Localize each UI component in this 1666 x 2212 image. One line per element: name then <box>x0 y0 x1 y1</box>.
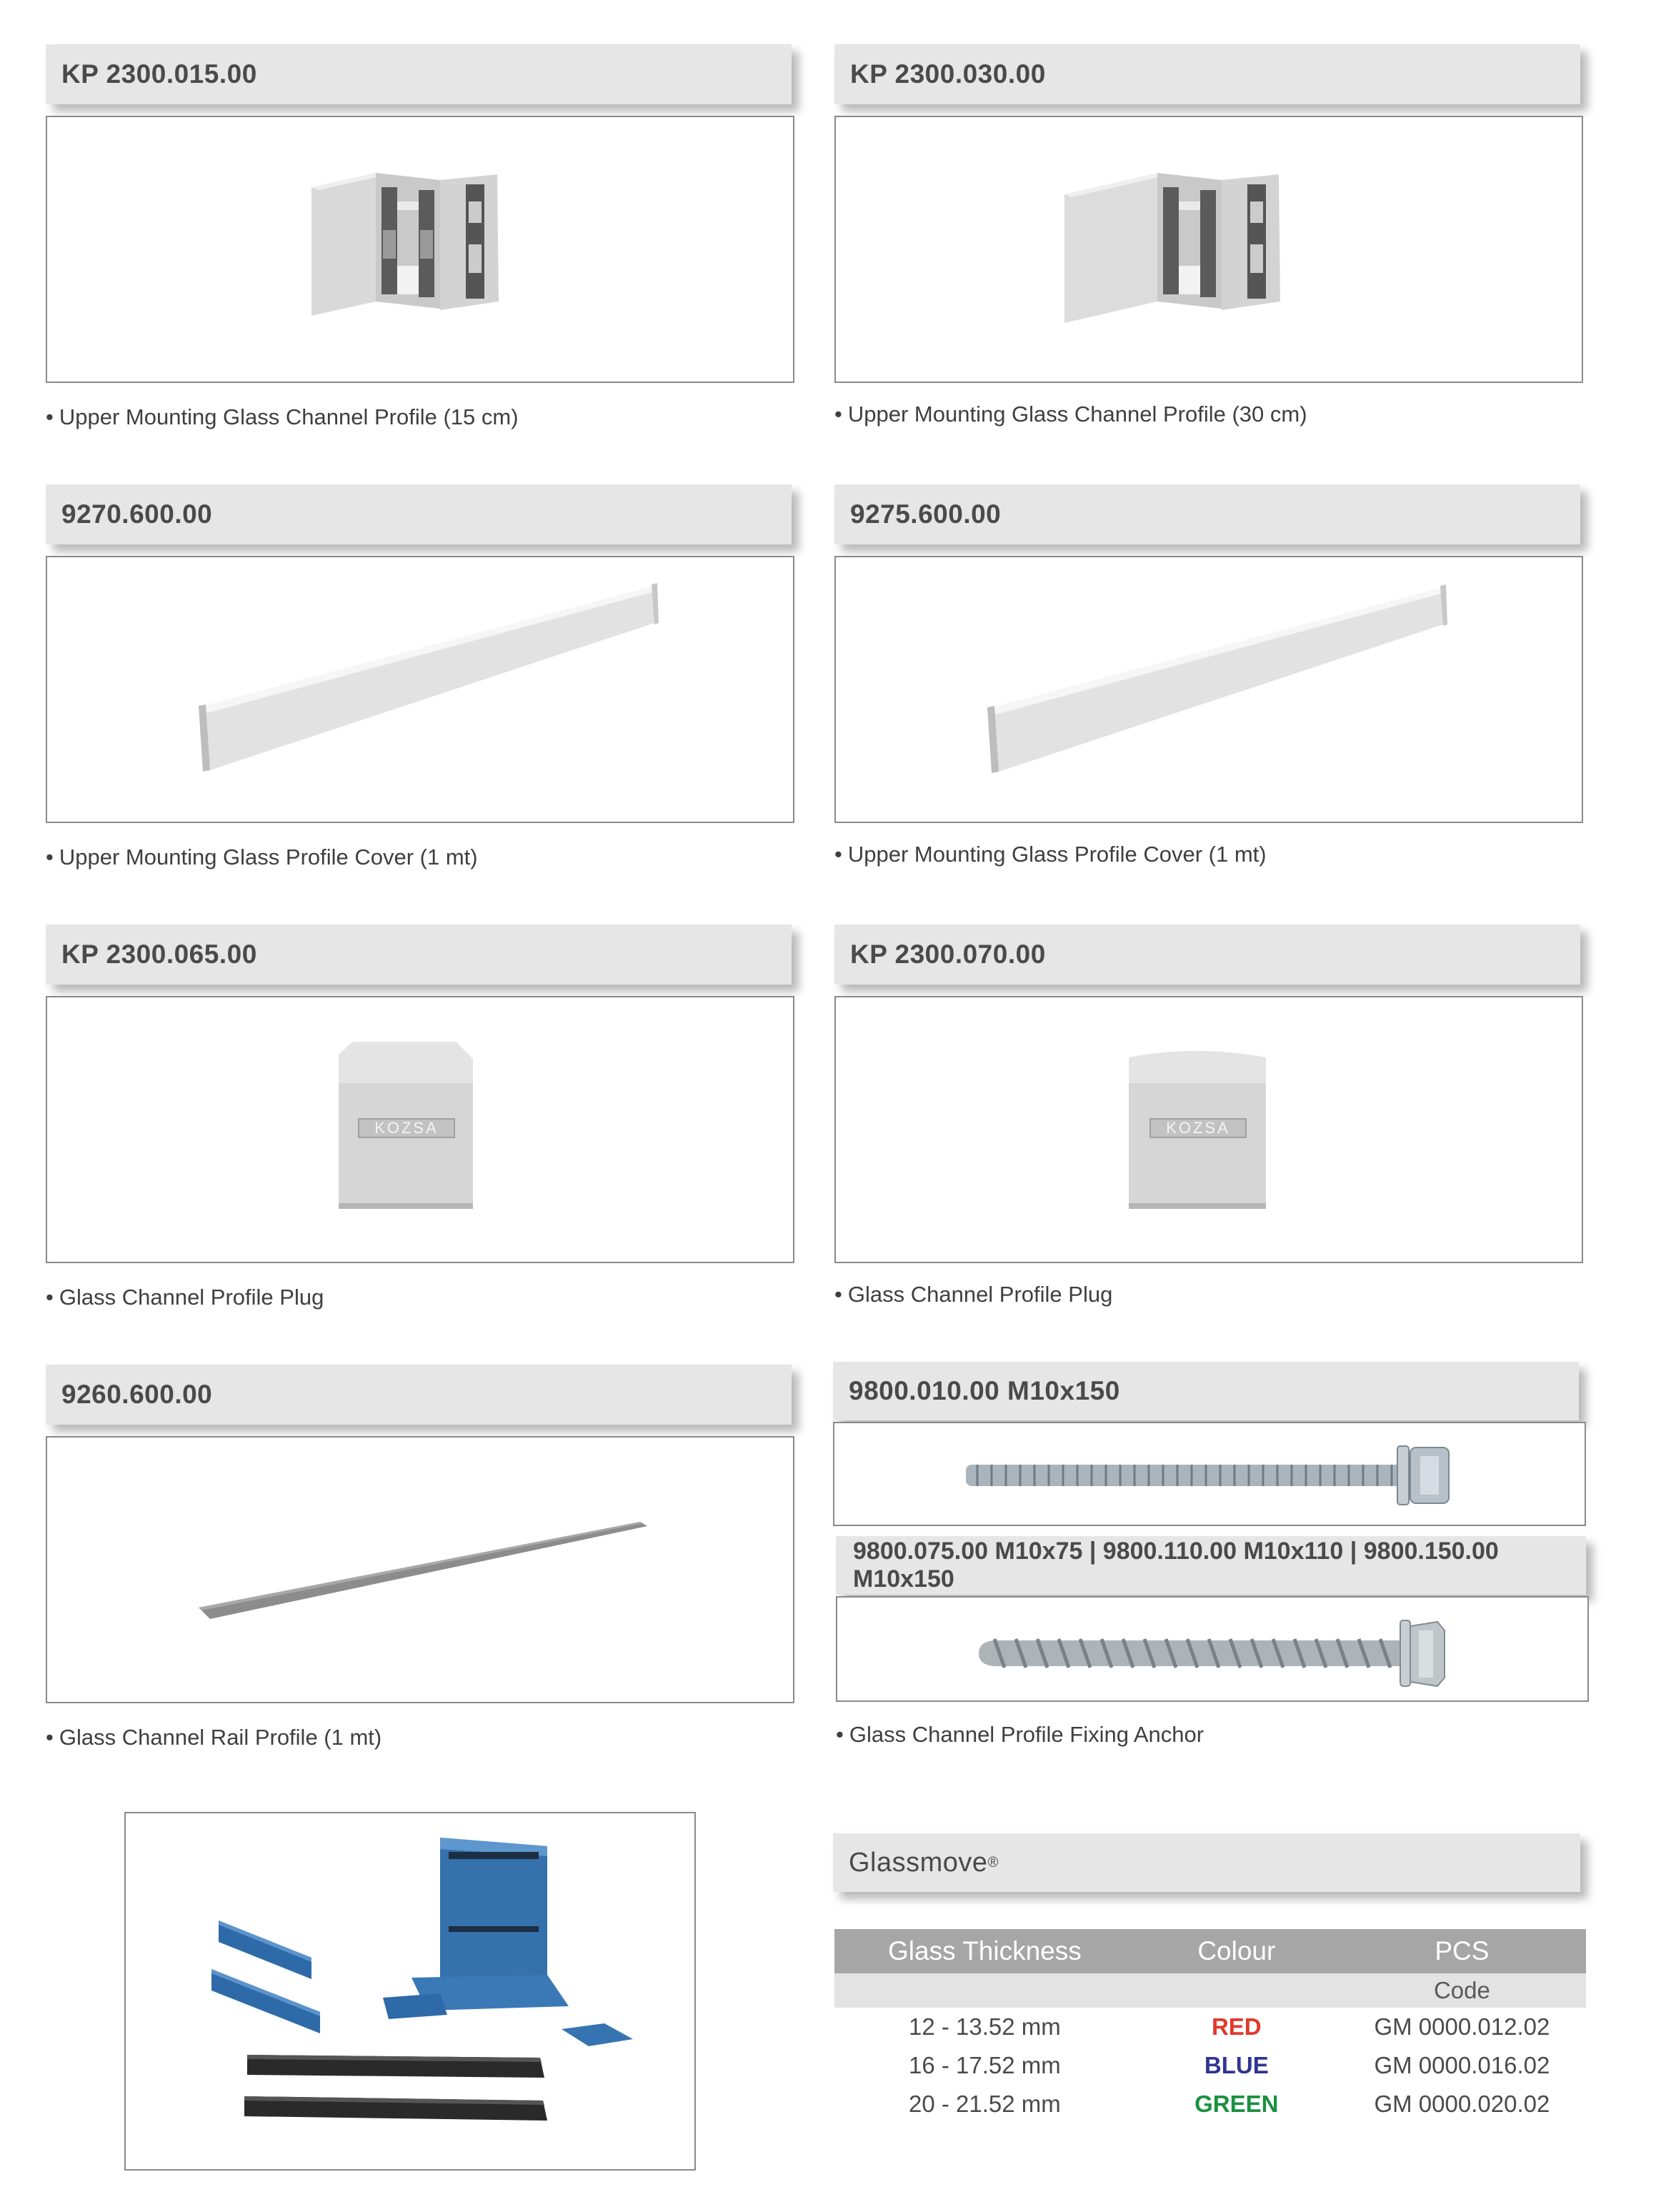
product-image-frame <box>834 116 1583 383</box>
code-cell: GM 0000.016.02 <box>1374 2052 1550 2078</box>
product-code-header: 9270.600.00 <box>46 484 792 544</box>
profile-cover-image <box>197 579 669 807</box>
column-header: PCS <box>1338 1929 1586 1973</box>
glass-channel-profile-30cm-image <box>1064 159 1307 344</box>
product-image-frame <box>46 556 794 823</box>
product-caption: • Upper Mounting Glass Profile Cover (1 mt) <box>834 842 1267 867</box>
product-code-header: KP 2300.070.00 <box>834 925 1580 985</box>
column-header: Glass Thickness <box>834 1929 1135 1973</box>
anchor-caption: • Glass Channel Profile Fixing Anchor <box>836 1722 1204 1747</box>
profile-cover-image <box>986 579 1457 807</box>
table-header-row <box>834 1929 1586 1973</box>
product-caption: • Glass Channel Rail Profile (1 mt) <box>46 1725 382 1750</box>
colour-cell: RED <box>1211 2013 1262 2040</box>
table-row <box>834 2085 1586 2123</box>
thickness-cell: 12 - 13.52 mm <box>909 2013 1061 2040</box>
anchor-code-header: 9800.010.00 M10x150 <box>833 1362 1579 1420</box>
channel-plug-image <box>1124 1047 1270 1212</box>
rail-profile-image <box>197 1516 654 1630</box>
threaded-rod-anchor-image <box>963 1432 1463 1518</box>
product-caption: • Glass Channel Profile Plug <box>46 1285 324 1310</box>
product-caption: • Upper Mounting Glass Channel Profile (30 cm) <box>834 402 1307 427</box>
anchor-code-header: 9800.075.00 M10x75 | 9800.110.00 M10x110 | 9800.150.00 M10x150 <box>836 1536 1586 1595</box>
glass-channel-profile-15cm-image <box>297 159 512 344</box>
product-caption: • Upper Mounting Glass Profile Cover (1 mt) <box>46 845 478 870</box>
product-image-frame <box>46 996 794 1263</box>
channel-plug-image <box>333 1040 476 1212</box>
table-row <box>834 2008 1586 2046</box>
screw-anchor-image <box>973 1609 1473 1695</box>
product-image-frame <box>834 556 1583 823</box>
product-code-header: 9275.600.00 <box>834 484 1580 544</box>
colour-cell: GREEN <box>1194 2091 1279 2117</box>
thickness-cell: 16 - 17.52 mm <box>909 2052 1061 2078</box>
code-cell: GM 0000.012.02 <box>1374 2013 1550 2040</box>
product-code-header: KP 2300.030.00 <box>834 44 1580 104</box>
colour-cell: BLUE <box>1204 2052 1269 2078</box>
product-caption: • Upper Mounting Glass Channel Profile (15 cm) <box>46 404 519 429</box>
product-image-frame <box>46 116 794 383</box>
table-subheader-row <box>834 1973 1586 2008</box>
product-image-frame <box>834 996 1583 1263</box>
thickness-cell: 20 - 21.52 mm <box>909 2091 1061 2117</box>
kozsa-logo: KOZSA <box>374 1119 439 1137</box>
glassmove-table <box>834 1929 1586 2123</box>
product-code-header: KP 2300.065.00 <box>46 925 792 985</box>
anchor-image-frame <box>836 1596 1589 1702</box>
table-row <box>834 2046 1586 2085</box>
glassmove-image-frame <box>124 1812 696 2171</box>
column-header: Colour <box>1135 1929 1338 1973</box>
anchor-image-frame <box>833 1422 1586 1526</box>
product-code-header: 9260.600.00 <box>46 1365 792 1425</box>
column-subheader: Code <box>1338 1973 1586 2008</box>
kozsa-logo: KOZSA <box>1166 1119 1230 1137</box>
product-code-header: KP 2300.015.00 <box>46 44 792 104</box>
glassmove-kit-image <box>140 1828 683 2156</box>
product-image-frame <box>46 1436 794 1703</box>
glassmove-title: Glassmove ® <box>833 1833 1580 1892</box>
code-cell: GM 0000.020.02 <box>1374 2091 1550 2117</box>
product-caption: • Glass Channel Profile Plug <box>834 1282 1113 1307</box>
